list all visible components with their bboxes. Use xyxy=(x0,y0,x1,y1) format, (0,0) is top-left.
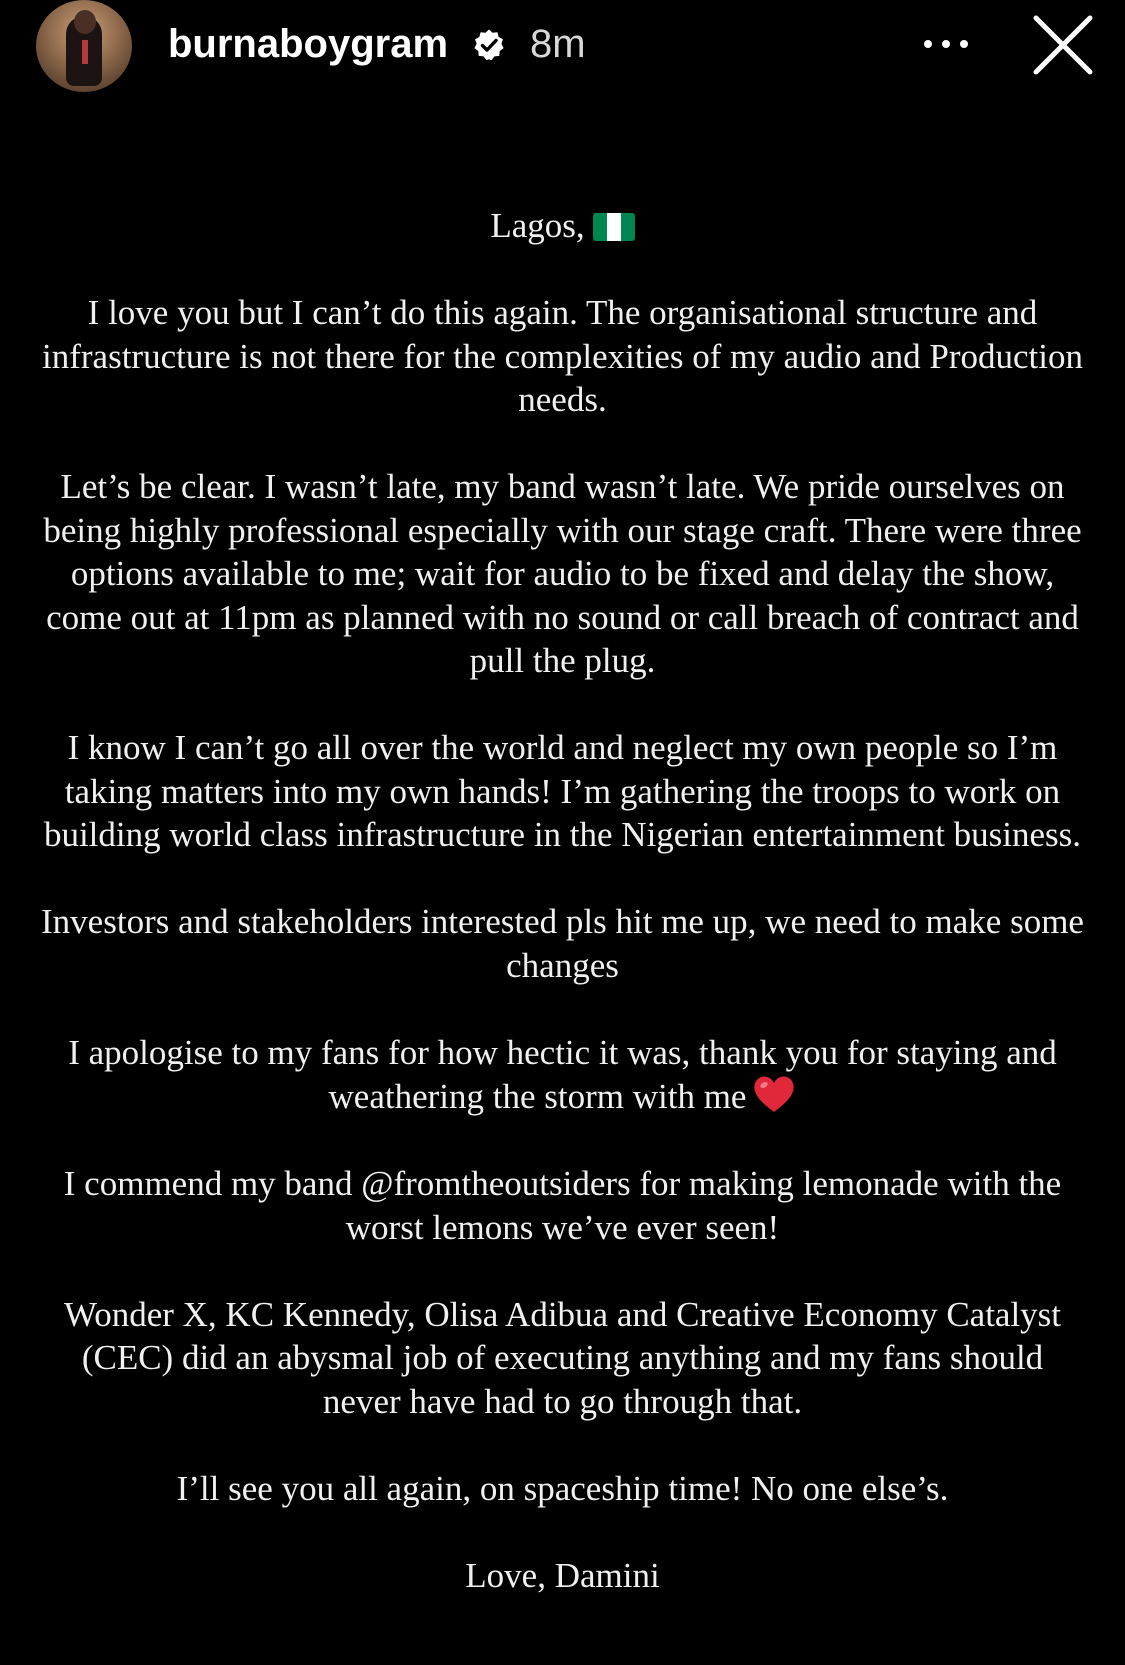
band-text-before: I commend my band xyxy=(63,1164,362,1203)
greeting-text: Lagos, xyxy=(490,206,585,245)
verified-badge-icon xyxy=(472,28,506,62)
username-link[interactable]: burnaboygram xyxy=(168,22,449,66)
band-text-after: for making lemonade with the worst lemons we’ve ever seen! xyxy=(345,1164,1062,1247)
paragraph-audio: I love you but I can’t do this again. The organisational structure and infrastructure is not there for the complexities of my audio and Production needs. xyxy=(42,293,1083,419)
paragraph-band xyxy=(40,1162,1085,1249)
more-options-button[interactable] xyxy=(918,22,974,66)
close-icon[interactable] xyxy=(1030,12,1096,78)
paragraph-spaceship: I’ll see you all again, on spaceship time! No one else’s. xyxy=(176,1468,949,1508)
more-dots-icon xyxy=(942,40,950,48)
post-timestamp: 8m xyxy=(530,22,586,66)
paragraph-infrastructure: I know I can’t go all over the world and neglect my own people so I’m taking matters into my own hands! I’m gathering the troops to work on building world class infrastructure in the Nigerian entertainment business. xyxy=(43,728,1082,854)
avatar-face xyxy=(74,10,96,34)
red-heart-icon xyxy=(752,1074,796,1114)
story-message xyxy=(40,204,1085,1597)
more-dots-icon xyxy=(960,40,968,48)
paragraph-options: Let’s be clear. I wasn’t late, my band wasn’t late. We pride ourselves on being highly professional especially with our stage craft. There were three options available to me; wait for audio to be fixed and delay the show, come out at 11pm as planned with no sound or call breach of contract and pull the plug. xyxy=(43,467,1082,680)
paragraph-apology xyxy=(40,1031,1085,1119)
more-dots-icon xyxy=(924,40,932,48)
story-header xyxy=(0,0,1125,92)
greeting-line xyxy=(40,204,1085,248)
paragraph-investors: Investors and stakeholders interested pls hit me up, we need to make some changes xyxy=(41,902,1084,985)
paragraph-organisers: Wonder X, KC Kennedy, Olisa Adibua and Creative Economy Catalyst (CEC) did an abysmal job of executing anything and my fans should never have had to go through that. xyxy=(63,1294,1062,1421)
nigeria-flag-icon xyxy=(593,213,635,241)
avatar[interactable] xyxy=(36,0,132,92)
apology-text: I apologise to my fans for how hectic it was, thank you for staying and weathering the storm with me xyxy=(68,1032,1057,1116)
mention-link[interactable]: @fromtheoutsiders xyxy=(361,1164,631,1203)
avatar-tie xyxy=(82,40,88,64)
signoff-line: Love, Damini xyxy=(465,1555,660,1595)
